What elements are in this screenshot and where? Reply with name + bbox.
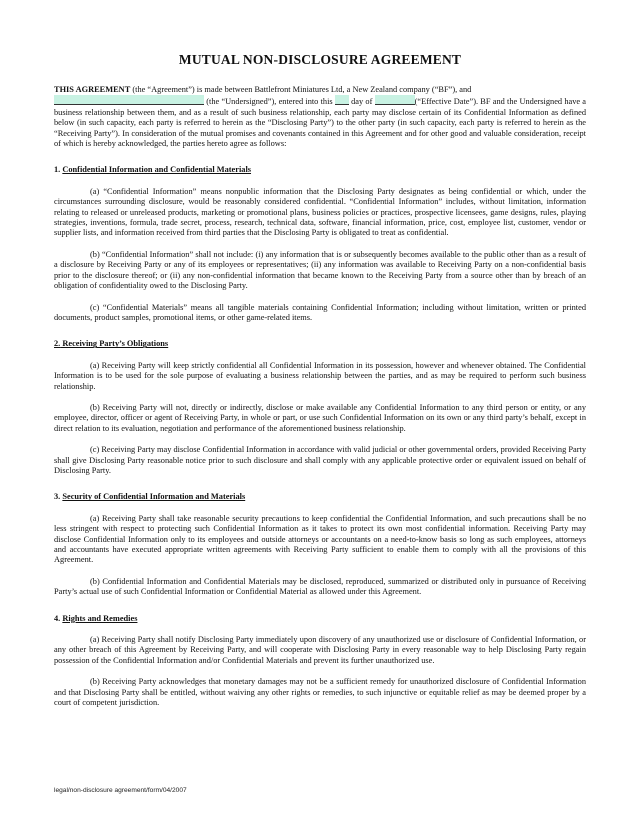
section-number: 4. xyxy=(54,613,63,623)
clause-paragraph: (c) “Confidential Materials” means all tangible materials containing Confidential Information; including without limitation, written or printed documents, product samples, promotional items, or other game-related items. xyxy=(54,302,586,322)
section-title: Receiving Party’s Obligations xyxy=(60,339,169,349)
clause-paragraph: (b) “Confidential Information” shall not include: (i) any information that is or subsequently becomes available to the public other than as a result of a disclosure by Receiving Party or any of its employees or representatives; (ii) any information was available to Receiving Party on a non-confidential basis prior to the disclosure thereof; or (ii) any non-confidential information that became known to the Receiving Party from a source other than by breach of an obligation of confidentiality owed to the Disclosing Party. xyxy=(54,249,586,291)
document-title: MUTUAL NON-DISCLOSURE AGREEMENT xyxy=(178,52,462,67)
section-heading xyxy=(54,165,586,175)
section-heading xyxy=(54,339,586,349)
clause-paragraph: (c) Receiving Party may disclose Confidential Information in accordance with valid judicial or other governmental orders, provided Receiving Party shall give Disclosing Party reasonable notice prior to such disclosure and shall comply with any applicable protective order or equivalent issued on behalf of Disclosing Party. xyxy=(54,445,586,475)
clause-paragraph: (a) Receiving Party will keep strictly confidential all Confidential Information in its possession, however and whenever obtained. The Confidential Information is to be used for the sole purpose of evaluating a business relationship between the parties, and as may be required to perform such business relationship. xyxy=(54,360,586,391)
section-title: Rights and Remedies xyxy=(62,613,138,623)
intro-text-1: (the “Agreement”) is made between Battlefront Miniatures Ltd, a New Zealand company (“BF”), and xyxy=(130,85,472,94)
section-number: 3. xyxy=(54,492,63,502)
intro-text-2: (the “Undersigned”), entered into this xyxy=(204,97,335,107)
section-title: Confidential Information and Confidential Materials xyxy=(62,165,252,175)
document-footer: legal/non-disclosure agreement/form/04/2007 xyxy=(54,787,187,794)
clause-paragraph: (a) “Confidential Information” means nonpublic information that the Disclosing Party designates as being confidential or which, under the circumstances surrounding disclosure, would be reasonably considered confidential. “Confidential Information” includes, without limitation, information relating to released or unreleased products, marketing or promotional plans, business policies or practices, prospective licensees, game designs, rules, playing strategies, inventions, formula, trade secret, process, research, technical data, software, financial information, price, cost, employee list, customer, vendor or supplier lists, and information received from third parties that the Disclosing Party is obligated to treat as confidential. xyxy=(54,186,586,238)
clause-paragraph: (b) Confidential Information and Confidential Materials may be disclosed, reproduced, summarized or distributed only in pursuance of Receiving Party’s actual use of such Confidential Information or Confidential Material as allowed under this Agreement. xyxy=(54,576,586,597)
intro-text-3: day of xyxy=(348,97,375,107)
intro-paragraph xyxy=(54,85,586,149)
clause-paragraph: (b) Receiving Party will not, directly or indirectly, disclose or make available any Confidential Information to any third person or entity, or any employee, director, officer or agent of Receiving Party, in whole or part, or use such Confidential Information on its own or any third party’s behalf, except in direct relation to its evaluation, negotiation and performance of the aforementioned business relationship. xyxy=(54,402,586,433)
section-heading xyxy=(54,492,586,502)
intro-lead: THIS AGREEMENT xyxy=(54,85,131,94)
clause-paragraph: (a) Receiving Party shall take reasonable security precautions to keep confidential the Confidential Information, and such precautions shall be no less stringent with respect to protecting such Confidential Information as it takes to protect its own most confidential information. Receiving Party may disclose Confidential Information only to its employees and outside attorneys or accountants on a need-to-know basis so long as such employees, attorneys and accountants have executed appropriate written agreements with Receiving Party sufficient to enable them to comply with all the provisions of this Agreement. xyxy=(54,513,586,565)
month-field[interactable] xyxy=(375,95,415,105)
day-field[interactable] xyxy=(335,95,349,105)
intro-text-4: (“Effective Date”). BF and the Undersigned have a business relationship between them, and as a result of such business relationship, each party may disclose certain of its Confidential Information as defined below (in such capacity, each party is referred to herein as the “Disclosing Party”) to the other party (in such capacity, each party is referred to herein as the “Receiving Party”). In consideration of the mutual promises and covenants contained in this Agreement and for other good and valuable consideration, receipt of which is hereby acknowledged, the parties hereto agree as follows: xyxy=(54,97,587,149)
section-title: Security of Confidential Information and Materials xyxy=(62,492,246,502)
section-number: 1. xyxy=(54,165,63,175)
section-number: 2. xyxy=(54,339,61,349)
document-body xyxy=(54,85,586,719)
section-heading xyxy=(54,614,586,624)
undersigned-name-field[interactable] xyxy=(54,95,204,105)
clause-paragraph: (b) Receiving Party acknowledges that monetary damages may not be a sufficient remedy for unauthorized disclosure of Confidential Information and that Disclosing Party shall be entitled, without waiving any other rights or remedies, to such injunctive or equitable relief as may be deemed proper by a court of competent jurisdiction. xyxy=(54,677,586,708)
clause-paragraph: (a) Receiving Party shall notify Disclosing Party immediately upon discovery of any unauthorized use or disclosure of Confidential Information, or any other breach of this Agreement by Receiving Party, and will cooperate with Disclosing Party in every reasonable way to help Disclosing Party regain possession of the Confidential Information and/or Confidential Materials and prevent its further unauthorized use. xyxy=(54,635,586,665)
